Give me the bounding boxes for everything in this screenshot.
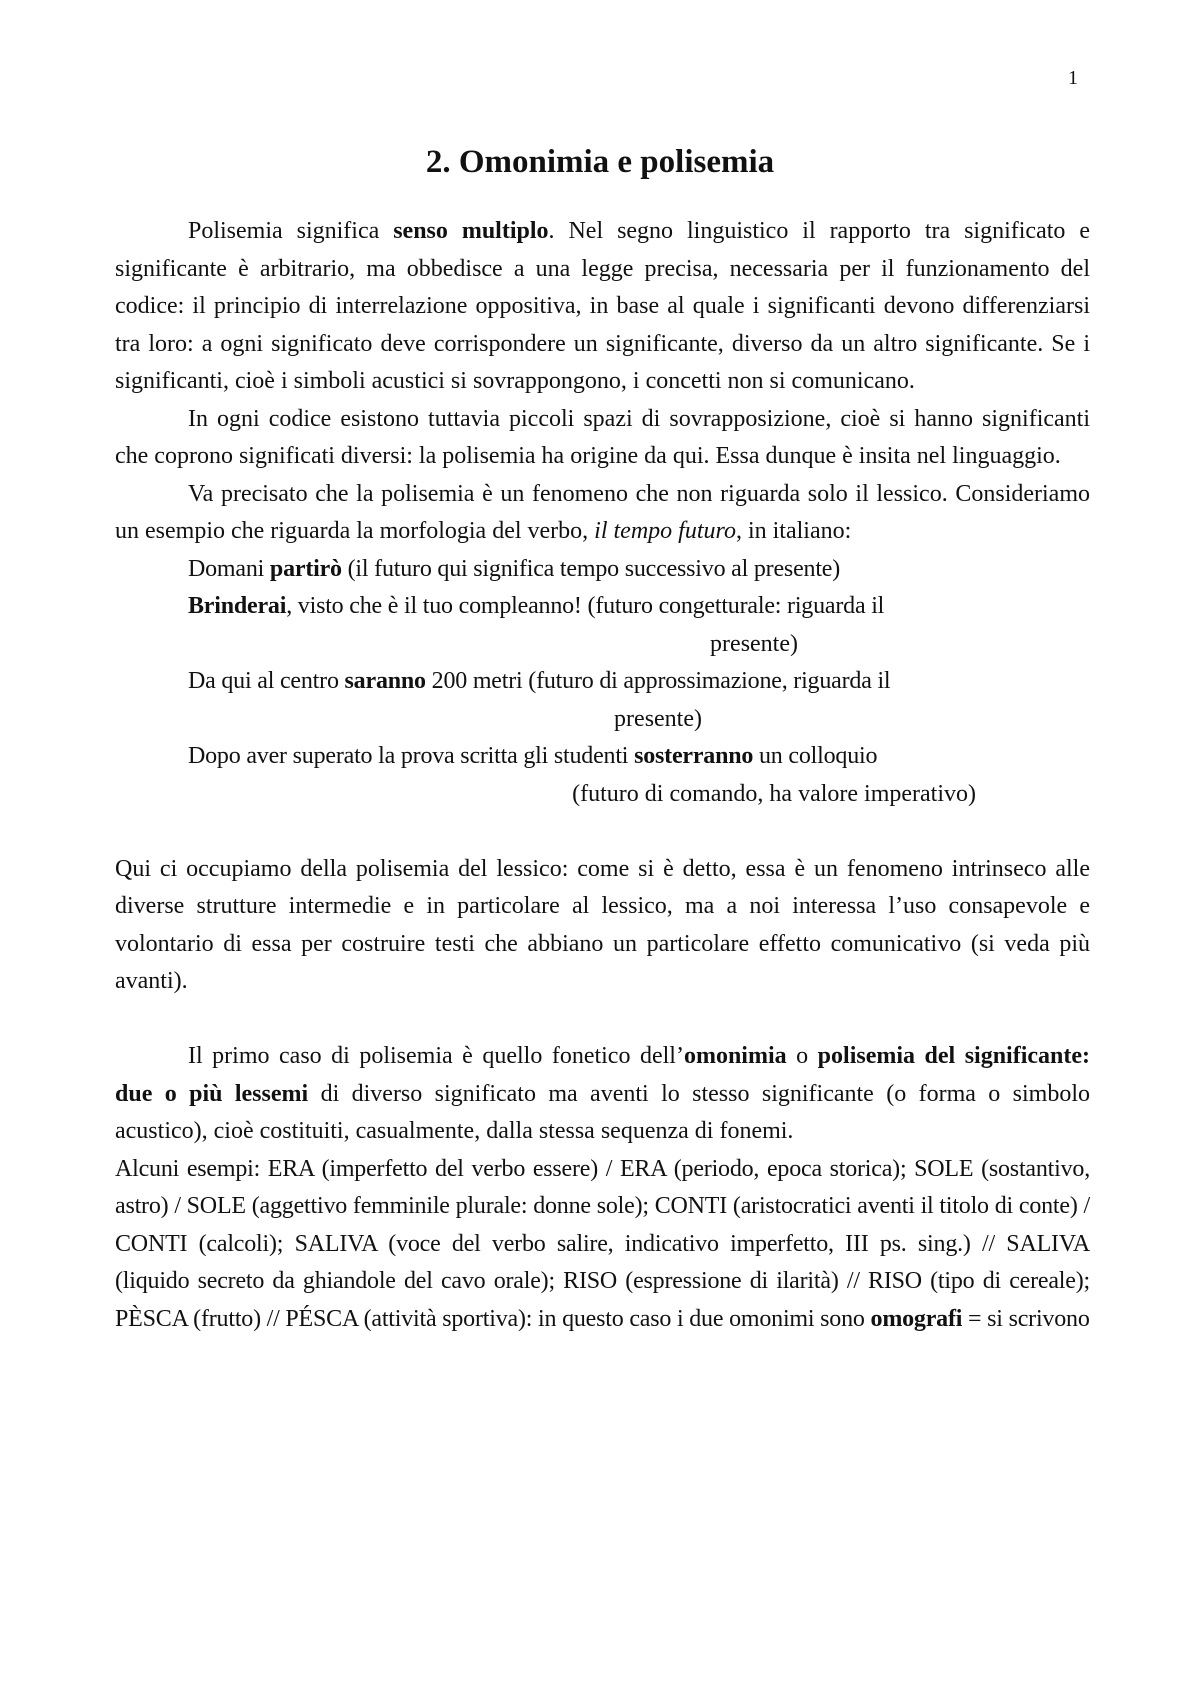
text-run: Alcuni esempi: ERA (imperfetto del verbo essere) / ERA (periodo, epoca storica); SOLE (sostantivo, astro) / SOLE (aggettivo femminile plurale: donne sole); CONTI (aristocratici aventi il titolo di conte) / CONTI (calcoli); SALIVA (voce del verbo salire, indicativo imperfetto, III ps. sing.) // SALIVA (liquido secreto da ghiandole del cavo orale); RISO (espressione di ilarità) // RISO (tipo di cereale); PÈSCA (frutto) // PÉSCA (attività sportiva): in questo caso i due omonimi sono: [115, 1155, 1090, 1332]
blank-line: [115, 813, 1090, 851]
text-run: (il futuro qui significa tempo successivo al presente): [341, 555, 841, 582]
text-run: Polisemia significa: [188, 218, 394, 244]
document-body: [115, 213, 1090, 1338]
text-run: un colloquio: [753, 743, 878, 769]
bold-term: senso multiplo: [393, 218, 549, 244]
paragraph-overlap: In ogni codice esistono tuttavia piccoli spazi di sovrapposizione, cioè si hanno significanti che coprono significati diversi: la polisemia ha origine da qui. Essa dunque è insita nel linguaggio.: [115, 405, 1090, 469]
text-run: Da qui al centro: [188, 668, 345, 694]
bold-term: polisemia del significante: due o più lessemi: [115, 1043, 1091, 1107]
text-run: Il primo caso di polisemia è quello fonetico dell’: [188, 1043, 684, 1069]
bold-term: omonimia: [683, 1043, 787, 1069]
bold-verb: sosterranno: [634, 743, 754, 769]
example-line: [188, 663, 1090, 701]
example-line: [188, 588, 1090, 626]
examples-list: [115, 551, 1090, 814]
page-number: 1: [1068, 67, 1078, 89]
text-run: , in italiano:: [735, 518, 852, 544]
blank-line: [115, 1001, 1090, 1039]
bold-verb: saranno: [344, 668, 426, 694]
example-continuation: (futuro di comando, ha valore imperativo): [572, 780, 976, 807]
paragraph-polisemia-definition: [115, 213, 1090, 401]
paragraph-examples: [115, 1151, 1090, 1339]
text-run: 200 metri (futuro di approssimazione, riguarda il: [425, 668, 891, 694]
text-run: o: [786, 1043, 818, 1069]
text-run: , visto che è il tuo compleanno! (futuro congetturale: riguarda il: [286, 593, 885, 619]
paragraph-lexical-polysemy: Qui ci occupiamo della polisemia del lessico: come si è detto, essa è un fenomeno intrinseco alle diverse strutture intermedie e in particolare al lessico, ma a noi interessa l’uso consapevole e volontario di essa per costruire testi che abbiano un particolare effetto comunicativo (si veda più avanti).: [115, 855, 1090, 994]
example-line: [188, 551, 1090, 589]
example-line: [188, 738, 1090, 776]
example-continuation: presente): [710, 630, 798, 657]
bold-verb: Brinderai: [188, 593, 287, 619]
bold-term: omografi: [870, 1305, 963, 1332]
text-run: di diverso significato ma aventi lo stesso significante (o forma o simbolo acustico), cioè costituiti, casualmente, dalla stessa sequenza di fonemi.: [115, 1080, 1090, 1144]
bold-verb: partirò: [269, 555, 342, 582]
example-continuation: presente): [614, 705, 702, 732]
page-title: 2. Omonimia e polisemia: [425, 144, 775, 180]
text-run: = si scrivono: [962, 1305, 1090, 1332]
paragraph-future-tense: [115, 476, 1090, 551]
text-run: . Nel segno linguistico il rapporto tra significato e significante è arbitrario, ma obbedisce a una legge precisa, necessaria per il funzionamento del codice: il principio di interrelazione oppositiva, in base al quale i significanti devono differenziarsi tra loro: a ogni significato deve corrispondere un significante, diverso da un altro significante. Se i significanti, cioè i simboli acustici si sovrappongono, i concetti non si comunicano.: [115, 218, 1090, 394]
text-run: Va precisato che la polisemia è un fenomeno che non riguarda solo il lessico. Consideriamo un esempio che riguarda la morfologia del verbo,: [115, 480, 1090, 544]
text-run: Domani: [188, 555, 270, 582]
italic-term: il tempo futuro: [594, 518, 736, 544]
text-run: Dopo aver superato la prova scritta gli studenti: [188, 743, 635, 769]
paragraph-homonymy: [115, 1038, 1090, 1151]
